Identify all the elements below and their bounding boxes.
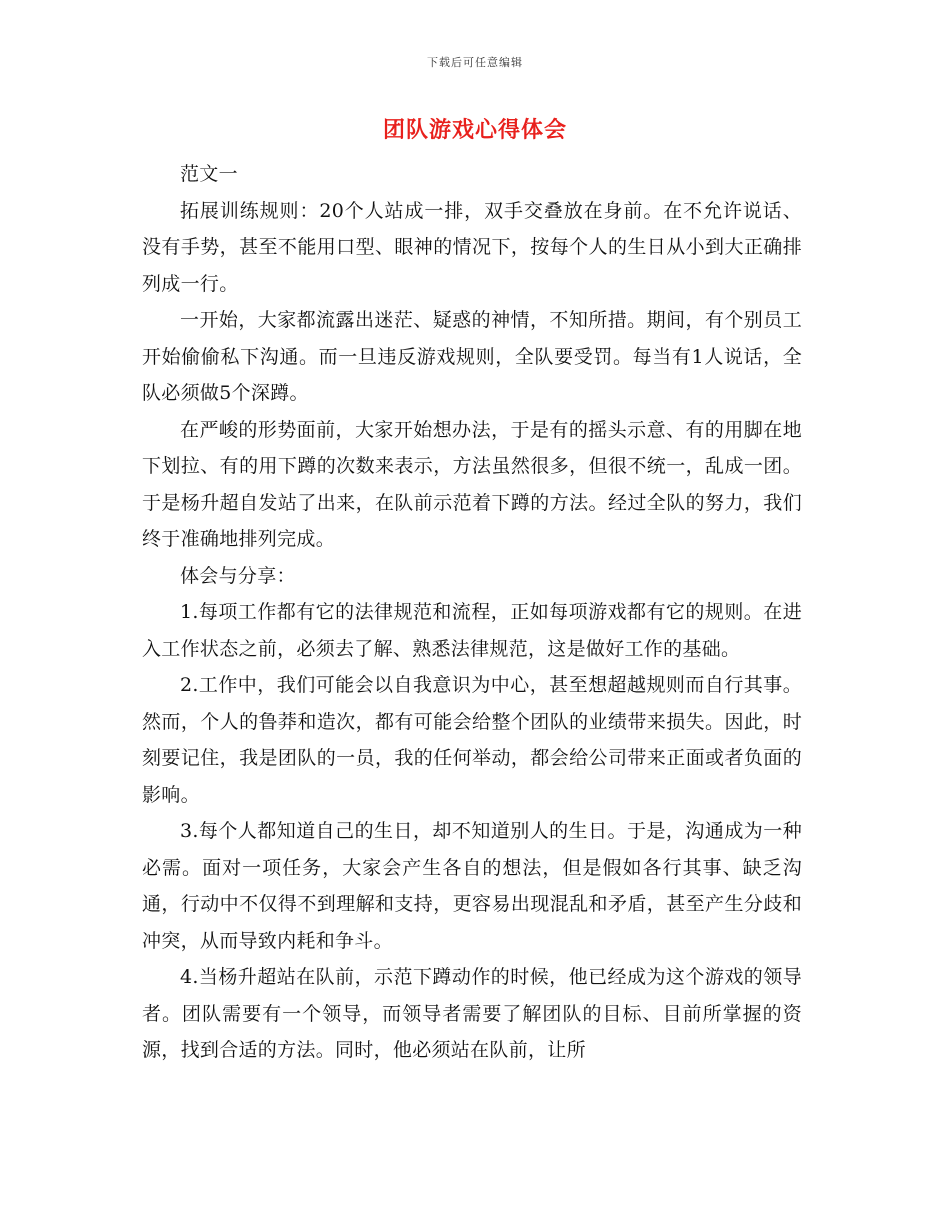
paragraph-solution: 在严峻的形势面前，大家开始想办法，于是有的摇头示意、有的用脚在地下划拉、有的用下蹲的次数来表示，方法虽然很多，但很不统一，乱成一团。于是杨升超自发站了出来，在队前示范着下蹲的方法。经过全队的努力，我们终于准确地排列完成。 <box>142 418 802 550</box>
paragraph-point-3: 3.每个人都知道自己的生日，却不知道别人的生日。于是，沟通成为一种必需。面对一项任务，大家会产生各自的想法，但是假如各行其事、缺乏沟通，行动中不仅得不到理解和支持，更容易出现混乱和矛盾，甚至产生分歧和冲突，从而导致内耗和争斗。 <box>142 820 802 952</box>
document-title: 团队游戏心得体会 <box>382 117 567 143</box>
header-note: 下载后可任意编辑 <box>427 56 523 69</box>
paragraph-rules: 拓展训练规则：20个人站成一排，双手交叠放在身前。在不允许说话、没有手势，甚至不能用口型、眼神的情况下，按每个人的生日从小到大正确排列成一行。 <box>142 199 802 295</box>
paragraph-reflection-heading: 体会与分享： <box>180 564 296 587</box>
paragraph-point-2: 2.工作中，我们可能会以自我意识为中心，甚至想超越规则而自行其事。然而，个人的鲁莽和造次，都有可能会给整个团队的业绩带来损失。因此，时刻要记住，我是团队的一员，我的任何举动，都会给公司带来正面或者负面的影响。 <box>142 674 802 806</box>
paragraph-point-1: 1.每项工作都有它的法律规范和流程，正如每项游戏都有它的规则。在进入工作状态之前，必须去了解、熟悉法律规范，这是做好工作的基础。 <box>142 601 802 660</box>
paragraph-label: 范文一 <box>180 163 238 185</box>
paragraph-beginning: 一开始，大家都流露出迷茫、疑惑的神情，不知所措。期间，有个别员工开始偷偷私下沟通。而一旦违反游戏规则，全队要受罚。每当有1人说话，全队必须做5个深蹲。 <box>142 309 802 404</box>
paragraph-point-4: 4.当杨升超站在队前，示范下蹲动作的时候，他已经成为这个游戏的领导者。团队需要有一个领导，而领导者需要了解团队的目标、目前所掌握的资源，找到合适的方法。同时，他必须站在队前，让所 <box>142 966 802 1061</box>
document-body <box>142 156 802 1069</box>
